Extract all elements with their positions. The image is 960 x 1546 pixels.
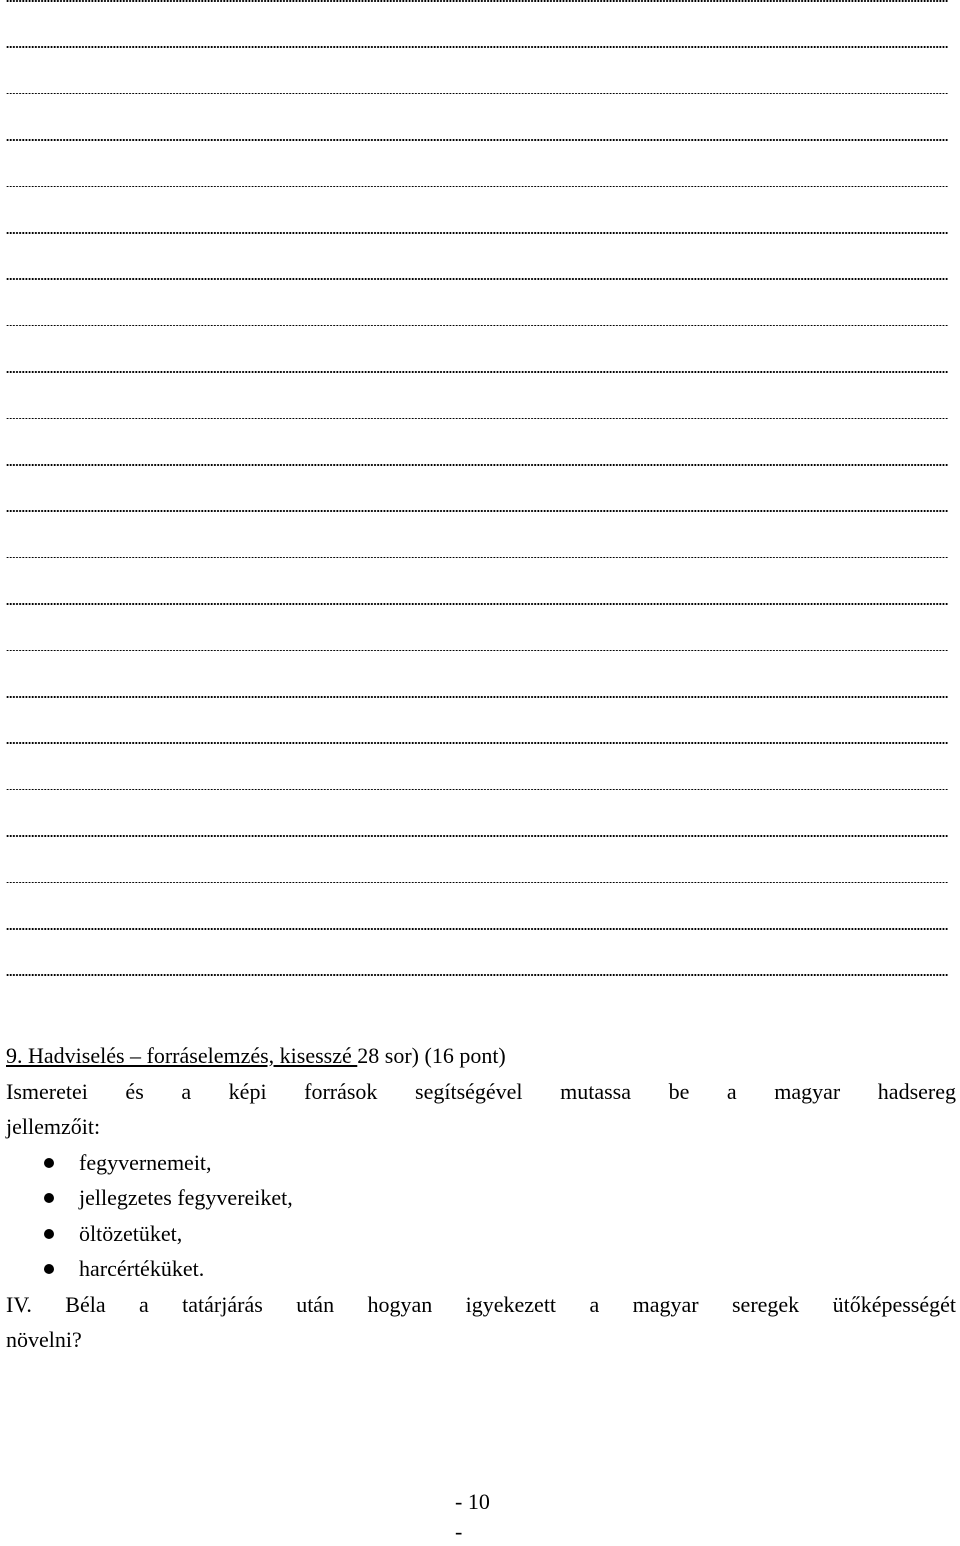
- question-prompt-line-2: jellemzőit:: [6, 1114, 101, 1139]
- answer-line: [6, 696, 948, 698]
- answer-line: [6, 93, 948, 95]
- bullet-icon: [44, 1229, 54, 1239]
- bullet-icon: [44, 1158, 54, 1168]
- question-title-underlined: Hadviselés – forráselemzés, kisesszé: [28, 1043, 358, 1068]
- answer-line: [6, 232, 948, 234]
- question-title-rest: 28 sor) (16 pont): [357, 1043, 506, 1068]
- answer-line: [6, 510, 948, 512]
- answer-line: [6, 650, 948, 652]
- bullet-item: [6, 1180, 956, 1216]
- bullet-text: öltözetüket,: [79, 1220, 183, 1246]
- answer-line: [6, 46, 948, 48]
- bullet-icon: [44, 1193, 54, 1203]
- bullet-text: jellegzetes fegyvereiket,: [79, 1185, 293, 1210]
- answer-line: [6, 928, 948, 930]
- bullet-text: fegyvernemeit,: [79, 1149, 212, 1175]
- page-number: - 10: [455, 1489, 490, 1514]
- answer-line: [6, 742, 948, 744]
- answer-line: [6, 0, 948, 2]
- answer-line: [6, 278, 948, 280]
- answer-line: [6, 186, 948, 188]
- answer-line: [6, 418, 948, 420]
- followup-line-2: növelni?: [6, 1327, 82, 1352]
- answer-line: [6, 139, 948, 141]
- answer-line: [6, 789, 948, 791]
- question-title: [6, 1038, 956, 1074]
- answer-line: [6, 882, 948, 884]
- bullet-icon: [44, 1264, 54, 1274]
- bullet-item: [6, 1145, 956, 1181]
- answer-line: [6, 603, 948, 605]
- bullet-item: [6, 1216, 956, 1252]
- followup-line-1: IV. Béla a tatárjárás után hogyan igyekezett a magyar seregek ütőképességét: [6, 1291, 956, 1317]
- page-number-dash: -: [455, 1519, 463, 1544]
- question-block: [6, 1038, 956, 1358]
- question-number: 9.: [6, 1043, 23, 1068]
- answer-line: [6, 325, 948, 327]
- answer-line: [6, 557, 948, 559]
- answer-line: [6, 464, 948, 466]
- bullet-list: [6, 1145, 956, 1287]
- question-prompt-line-1: Ismeretei és a képi források segítségével mutassa be a magyar hadsereg: [6, 1078, 956, 1104]
- bullet-item: [6, 1251, 956, 1287]
- answer-line: [6, 974, 948, 976]
- answer-line: [6, 835, 948, 837]
- bullet-text: harcértéküket.: [79, 1256, 205, 1281]
- answer-line: [6, 371, 948, 373]
